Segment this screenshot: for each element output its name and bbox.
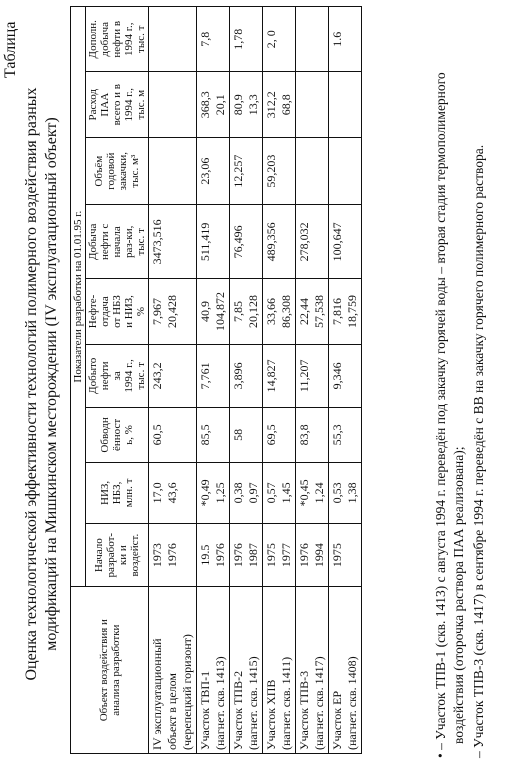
cell-extra bbox=[263, 7, 296, 73]
cell-recovery bbox=[296, 279, 329, 344]
cell-line: IV эксплуатационный bbox=[150, 638, 164, 750]
table-label: Таблица bbox=[2, 21, 19, 78]
cell-start bbox=[149, 524, 197, 587]
table-title bbox=[22, 10, 62, 758]
cell-line: 20,1 bbox=[213, 94, 227, 116]
cell-line: *0,49 bbox=[198, 479, 212, 507]
cell-line: ь, % bbox=[123, 425, 135, 445]
cell-line: 243,2 bbox=[150, 362, 164, 390]
cell-prod1994 bbox=[230, 344, 263, 407]
header-prod1994 bbox=[86, 344, 149, 407]
data-table bbox=[70, 6, 362, 754]
cell-prod1994 bbox=[263, 344, 296, 407]
cell-line: 33,66 bbox=[264, 297, 278, 325]
cell-vol bbox=[296, 137, 329, 205]
cell-extra bbox=[230, 7, 263, 73]
cell-paa bbox=[296, 72, 329, 137]
cell-start bbox=[329, 524, 362, 587]
cell-line: % bbox=[135, 306, 147, 317]
cell-line: 0,97 bbox=[246, 482, 260, 504]
cell-line: 13,3 bbox=[246, 94, 260, 116]
cell-line: 12,257 bbox=[231, 154, 245, 188]
cell-line: 80,9 bbox=[231, 94, 245, 116]
header-cum bbox=[86, 205, 149, 279]
cell-line: 0,57 bbox=[264, 482, 278, 504]
header-paa bbox=[86, 72, 149, 137]
cell-line: ПАА bbox=[99, 92, 111, 117]
cell-line: 14,827 bbox=[264, 359, 278, 393]
cell-line: 60,5 bbox=[150, 424, 164, 446]
cell-line: за bbox=[111, 371, 123, 381]
table-row bbox=[329, 7, 362, 754]
cell-line: Дополн. bbox=[87, 20, 99, 59]
header-niz bbox=[86, 462, 149, 523]
cell-line: 1994 г., bbox=[123, 359, 135, 393]
cell-line: Участок ХПВ bbox=[264, 679, 278, 750]
cell-line: 1,45 bbox=[279, 482, 293, 504]
cell-line: 1,38 bbox=[345, 482, 359, 504]
title-line: Оценка технологической эффективности технологий полимерного воздействия разных bbox=[23, 87, 40, 681]
cell-line: нефти в bbox=[111, 20, 123, 58]
cell-water bbox=[149, 407, 197, 462]
cell-line: 7,85 bbox=[231, 300, 245, 322]
cell-line: Объём bbox=[93, 155, 105, 187]
cell-line: 17,0 bbox=[150, 482, 164, 504]
cell-line: 368,3 bbox=[198, 91, 212, 119]
cell-recovery bbox=[230, 279, 263, 344]
header-group: Показатели разработки на 01.01.95 г. bbox=[71, 7, 86, 587]
cell-line: Обводн bbox=[99, 417, 111, 453]
cell-niz bbox=[149, 462, 197, 523]
cell-line: 19.5 bbox=[198, 544, 212, 566]
cell-line: 7,8 bbox=[198, 31, 212, 47]
cell-line: воздейст. bbox=[129, 533, 141, 577]
header-extra bbox=[86, 7, 149, 73]
cell-line: 1994 г., bbox=[123, 87, 135, 122]
cell-line: 59,203 bbox=[264, 154, 278, 188]
cell-line: 1977 bbox=[279, 543, 293, 568]
footnotes bbox=[432, 8, 490, 758]
cell-water bbox=[296, 407, 329, 462]
cell-line: 68,8 bbox=[279, 94, 293, 116]
cell-line: всего и в bbox=[111, 84, 123, 126]
cell-line: начала bbox=[111, 226, 123, 258]
cell-line: 9,346 bbox=[330, 362, 344, 390]
cell-object bbox=[149, 587, 197, 754]
cell-line: 85,5 bbox=[198, 424, 212, 446]
cell-niz bbox=[296, 462, 329, 523]
cell-line: 43,6 bbox=[165, 482, 179, 504]
cell-prod1994 bbox=[149, 344, 197, 407]
cell-line: 11,207 bbox=[297, 359, 311, 393]
cell-niz bbox=[329, 462, 362, 523]
cell-niz bbox=[263, 462, 296, 523]
cell-start bbox=[263, 524, 296, 587]
cell-extra bbox=[329, 7, 362, 73]
cell-line: закачки, bbox=[117, 151, 129, 191]
cell-paa bbox=[197, 72, 230, 137]
cell-niz bbox=[230, 462, 263, 523]
cell-vol bbox=[263, 137, 296, 205]
cell-cum bbox=[296, 205, 329, 279]
cell-prod1994 bbox=[296, 344, 329, 407]
cell-line: 489,356 bbox=[264, 222, 278, 262]
cell-line: добыча bbox=[99, 22, 111, 57]
cell-line: анализа разработки bbox=[109, 624, 122, 716]
cell-line: тыс. т bbox=[135, 362, 147, 390]
cell-line: Участок ЕР bbox=[330, 690, 344, 750]
cell-line: 100,647 bbox=[330, 222, 344, 262]
cell-extra bbox=[296, 7, 329, 73]
cell-object bbox=[296, 587, 329, 754]
cell-line: 76,496 bbox=[231, 225, 245, 259]
cell-line: объект в целом bbox=[165, 672, 179, 750]
cell-line: 1976 bbox=[231, 543, 245, 568]
cell-line: 20,128 bbox=[246, 294, 260, 328]
cell-line: 69,5 bbox=[264, 424, 278, 446]
footnote: • – Участок ТПВ-1 (скв. 1413) с августа 1994 г. переведён под закачку горячей воды – вторая стадия термополимерного воздействия (оторочка раствора ПАА реализована); bbox=[433, 72, 466, 758]
cell-line: разработ- bbox=[105, 532, 117, 578]
cell-line: 1994 г., bbox=[123, 22, 135, 57]
cell-line: Расход bbox=[87, 88, 99, 121]
cell-line: (нагнет. скв. 1415) bbox=[246, 656, 260, 750]
cell-paa bbox=[329, 72, 362, 137]
cell-line: 1975 bbox=[330, 543, 344, 568]
cell-line: 0,53 bbox=[330, 482, 344, 504]
cell-paa bbox=[230, 72, 263, 137]
cell-line: 1,78 bbox=[231, 28, 245, 50]
cell-start bbox=[197, 524, 230, 587]
table-row bbox=[296, 7, 329, 754]
header-water bbox=[86, 407, 149, 462]
cell-line: Добыто bbox=[87, 357, 99, 394]
cell-line: млн. т bbox=[123, 478, 135, 508]
cell-line: 3473,516 bbox=[150, 219, 164, 265]
cell-object bbox=[230, 587, 263, 754]
cell-vol bbox=[230, 137, 263, 205]
cell-line: 57,538 bbox=[312, 294, 326, 328]
cell-cum bbox=[329, 205, 362, 279]
cell-line: тыс. т bbox=[135, 228, 147, 256]
header-object bbox=[71, 587, 149, 754]
cell-water bbox=[329, 407, 362, 462]
cell-recovery bbox=[263, 279, 296, 344]
cell-extra bbox=[149, 7, 197, 73]
cell-line: Участок ТПВ-2 bbox=[231, 670, 245, 750]
table-body bbox=[149, 7, 362, 754]
cell-line: 1987 bbox=[246, 543, 260, 568]
cell-line: нефти с bbox=[99, 223, 111, 261]
cell-line: 23,06 bbox=[198, 157, 212, 185]
cell-line: годовой bbox=[105, 152, 117, 190]
cell-object bbox=[263, 587, 296, 754]
cell-paa bbox=[149, 72, 197, 137]
cell-line: 18,759 bbox=[345, 294, 359, 328]
cell-line: Добыча bbox=[87, 223, 99, 261]
cell-line: 1976 bbox=[165, 543, 179, 568]
cell-cum bbox=[197, 205, 230, 279]
cell-line: 1976 bbox=[213, 543, 227, 568]
cell-line: 1.6 bbox=[330, 31, 344, 47]
cell-line: НИЗ, bbox=[99, 480, 111, 505]
cell-line: 22,44 bbox=[297, 297, 311, 325]
cell-line: нефти bbox=[99, 361, 111, 391]
cell-line: раз-ки, bbox=[123, 225, 135, 259]
table-row bbox=[197, 7, 230, 754]
cell-water bbox=[230, 407, 263, 462]
cell-line: 1,25 bbox=[213, 482, 227, 504]
cell-line: 58 bbox=[231, 428, 245, 441]
cell-line: НБЗ, bbox=[111, 481, 123, 505]
cell-object bbox=[329, 587, 362, 754]
header-start bbox=[86, 524, 149, 587]
cell-water bbox=[263, 407, 296, 462]
cell-extra bbox=[197, 7, 230, 73]
cell-line: 312,2 bbox=[264, 91, 278, 119]
table-row bbox=[230, 7, 263, 754]
cell-line: (нагнет. скв. 1408) bbox=[345, 656, 359, 750]
cell-line: тыс. м bbox=[135, 89, 147, 120]
cell-vol bbox=[149, 137, 197, 205]
cell-cum bbox=[263, 205, 296, 279]
cell-line: (нагнет. скв. 1411) bbox=[279, 656, 293, 750]
cell-line: 40,9 bbox=[198, 300, 212, 322]
cell-start bbox=[230, 524, 263, 587]
cell-line: тыс. т bbox=[135, 25, 147, 53]
cell-cum bbox=[230, 205, 263, 279]
cell-line: 1,24 bbox=[312, 482, 326, 504]
title-line: модификаций на Мишкинском месторождении (IV эксплуатационный объект) bbox=[43, 117, 60, 651]
cell-line: 2, 0 bbox=[264, 30, 278, 49]
cell-line: 1975 bbox=[264, 543, 278, 568]
cell-line: (нагнет. скв. 1417) bbox=[312, 656, 326, 750]
cell-line: ки и bbox=[117, 545, 129, 566]
cell-vol bbox=[197, 137, 230, 205]
cell-recovery bbox=[329, 279, 362, 344]
cell-line: 104,872 bbox=[213, 291, 227, 331]
cell-line: и НИЗ, bbox=[123, 295, 135, 328]
cell-line: 7,761 bbox=[198, 362, 212, 390]
cell-recovery bbox=[197, 279, 230, 344]
cell-recovery bbox=[149, 279, 197, 344]
cell-line: 7,967 bbox=[150, 297, 164, 325]
cell-line: Объект воздействия и bbox=[97, 619, 110, 722]
cell-niz bbox=[197, 462, 230, 523]
header-recovery bbox=[86, 279, 149, 344]
cell-line: 1994 bbox=[312, 543, 326, 568]
cell-vol bbox=[329, 137, 362, 205]
cell-line: (нагнет. скв. 1413) bbox=[213, 656, 227, 750]
cell-start bbox=[296, 524, 329, 587]
cell-line: 278,032 bbox=[297, 222, 311, 262]
cell-object bbox=[197, 587, 230, 754]
cell-line: 86,308 bbox=[279, 294, 293, 328]
cell-cum bbox=[149, 205, 197, 279]
cell-prod1994 bbox=[329, 344, 362, 407]
cell-prod1994 bbox=[197, 344, 230, 407]
cell-line: 1976 bbox=[297, 543, 311, 568]
cell-line: 511,419 bbox=[198, 222, 212, 262]
cell-line: 1973 bbox=[150, 543, 164, 568]
cell-line: отдача bbox=[99, 296, 111, 327]
cell-line: 3,896 bbox=[231, 362, 245, 390]
cell-line: Начало bbox=[93, 538, 105, 573]
cell-line: ённост bbox=[111, 418, 123, 451]
cell-line: Участок ТПВ-3 bbox=[297, 670, 311, 750]
cell-line: *0,45 bbox=[297, 479, 311, 507]
footnote: – Участок ТПВ-3 (скв. 1417) в сентябре 1994 г. переведён с ВВ на закачку горячего полимерного раствора. bbox=[471, 144, 486, 758]
cell-line: 83,8 bbox=[297, 424, 311, 446]
cell-paa bbox=[263, 72, 296, 137]
cell-line: 20,428 bbox=[165, 294, 179, 328]
table-row bbox=[263, 7, 296, 754]
cell-line: Участок ТВП-1 bbox=[198, 670, 212, 750]
cell-line: 0,38 bbox=[231, 482, 245, 504]
cell-line: 7,816 bbox=[330, 297, 344, 325]
cell-line: тыс. м³ bbox=[129, 154, 141, 188]
table-row bbox=[149, 7, 197, 754]
cell-line: от НБЗ bbox=[111, 295, 123, 328]
cell-line: Нефте- bbox=[87, 294, 99, 329]
header-vol bbox=[86, 137, 149, 205]
cell-line: (черепецкий горизонт) bbox=[180, 634, 194, 750]
cell-line: 55,3 bbox=[330, 424, 344, 446]
cell-water bbox=[197, 407, 230, 462]
